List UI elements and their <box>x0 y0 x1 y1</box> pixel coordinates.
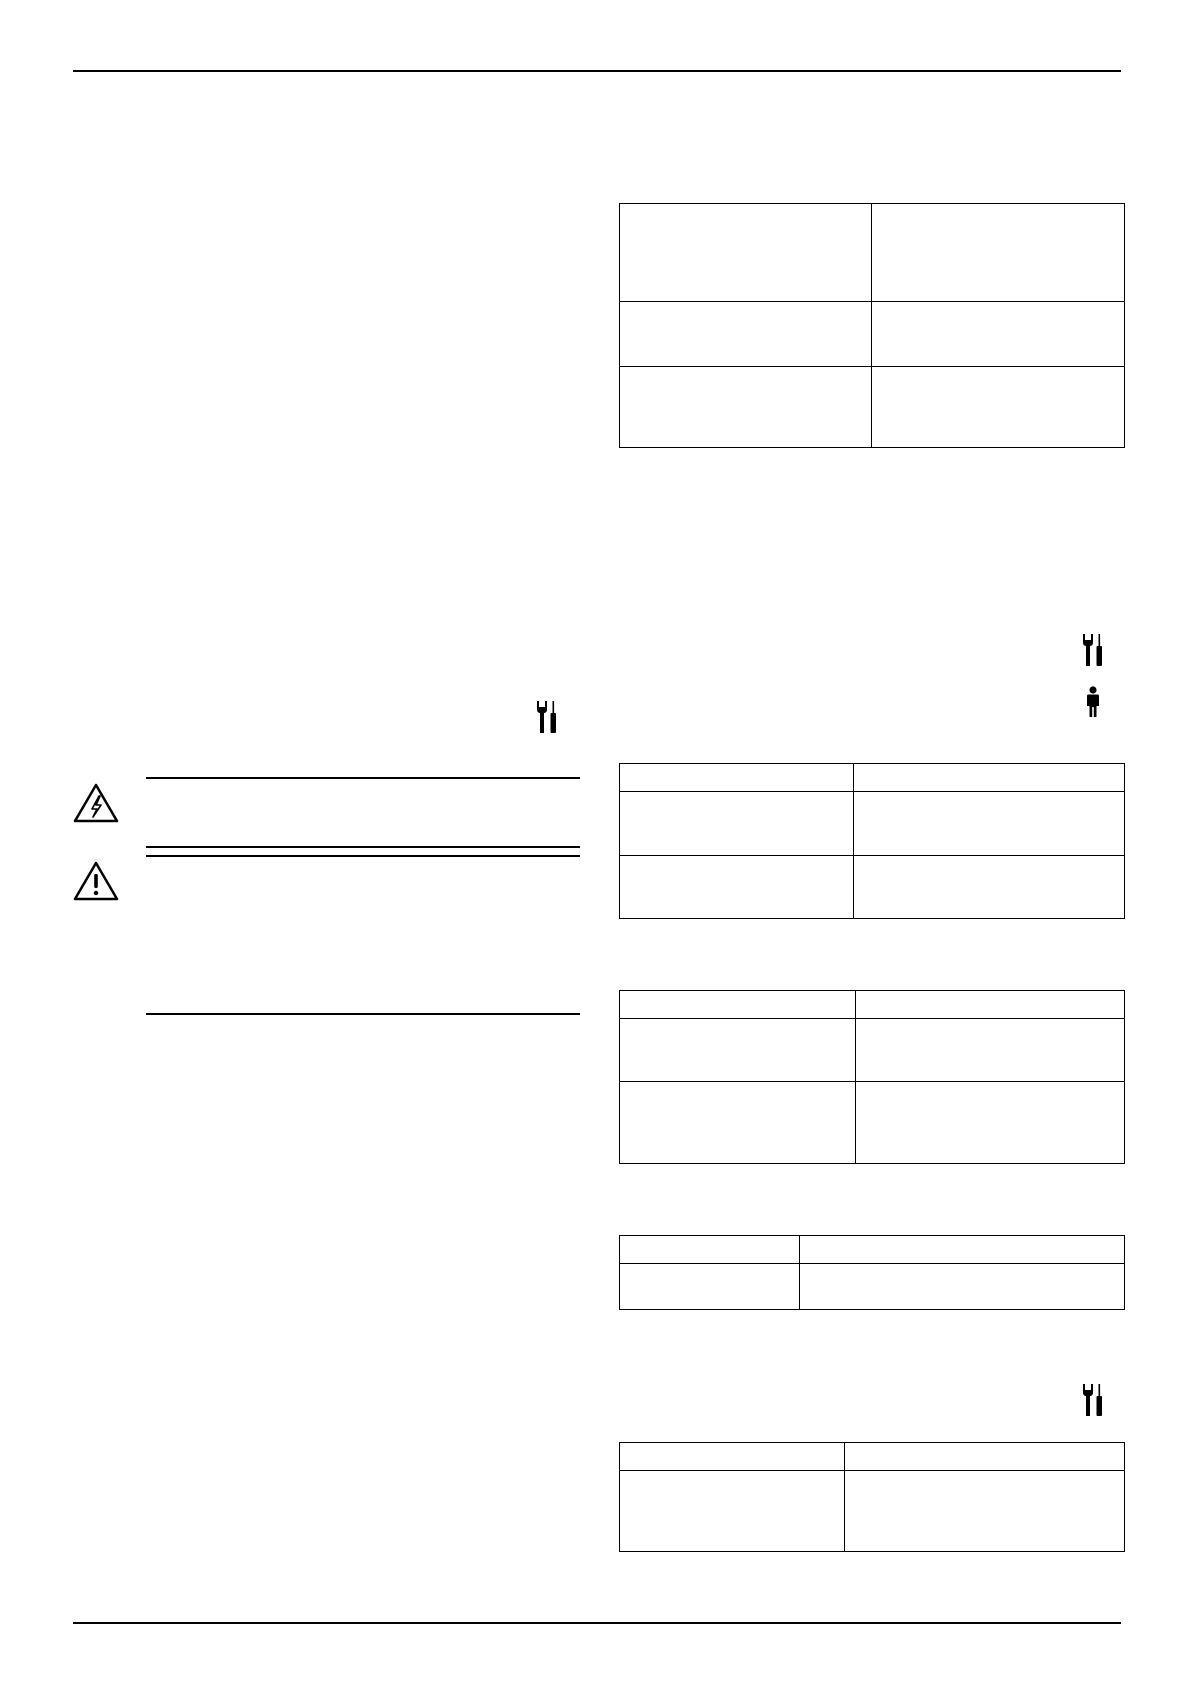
table-cell <box>854 792 1125 856</box>
table-row <box>620 204 1125 302</box>
table-cell <box>620 204 872 302</box>
table-row <box>620 1019 1125 1082</box>
table-cell <box>620 1443 845 1471</box>
footer-rule <box>73 1622 1121 1624</box>
electrical-notice-top-rule <box>146 777 580 779</box>
table-row <box>620 1264 1125 1310</box>
table-cell <box>872 302 1125 367</box>
table-cell <box>620 367 872 448</box>
table-4 <box>619 1235 1125 1310</box>
table-cell <box>856 1082 1125 1164</box>
table-cell <box>854 764 1125 792</box>
table-cell <box>856 991 1125 1019</box>
table-cell <box>620 302 872 367</box>
table-cell <box>620 764 854 792</box>
table-cell <box>620 792 854 856</box>
table-cell <box>854 856 1125 919</box>
header-rule <box>73 70 1121 72</box>
wrench-screwdriver-icon <box>1080 1383 1106 1417</box>
table-cell <box>620 856 854 919</box>
table-row <box>620 991 1125 1019</box>
electrical-hazard-icon <box>72 782 120 824</box>
table-row <box>620 1236 1125 1264</box>
table-1 <box>619 203 1125 448</box>
wrench-screwdriver-icon <box>1080 633 1106 667</box>
table-row <box>620 764 1125 792</box>
table-cell <box>872 367 1125 448</box>
table-cell <box>620 1019 856 1082</box>
table-cell <box>845 1471 1125 1552</box>
electrical-notice-bottom-rule <box>146 846 580 848</box>
table-cell <box>620 1236 800 1264</box>
table-5 <box>619 1442 1125 1552</box>
table-cell <box>620 1082 856 1164</box>
person-icon <box>1084 686 1102 718</box>
table-cell <box>800 1236 1125 1264</box>
table-cell <box>856 1019 1125 1082</box>
table-row <box>620 792 1125 856</box>
table-row <box>620 1471 1125 1552</box>
table-2 <box>619 763 1125 919</box>
table-row <box>620 1443 1125 1471</box>
table-cell <box>620 991 856 1019</box>
table-row <box>620 367 1125 448</box>
warning-icon <box>72 860 120 902</box>
table-cell <box>872 204 1125 302</box>
warning-notice-top-rule <box>146 855 580 857</box>
table-3 <box>619 990 1125 1164</box>
warning-notice-bottom-rule <box>146 1013 580 1015</box>
table-row <box>620 856 1125 919</box>
table-cell <box>800 1264 1125 1310</box>
table-cell <box>620 1264 800 1310</box>
table-cell <box>620 1471 845 1552</box>
table-row <box>620 1082 1125 1164</box>
table-cell <box>845 1443 1125 1471</box>
table-row <box>620 302 1125 367</box>
wrench-screwdriver-icon <box>534 700 560 734</box>
